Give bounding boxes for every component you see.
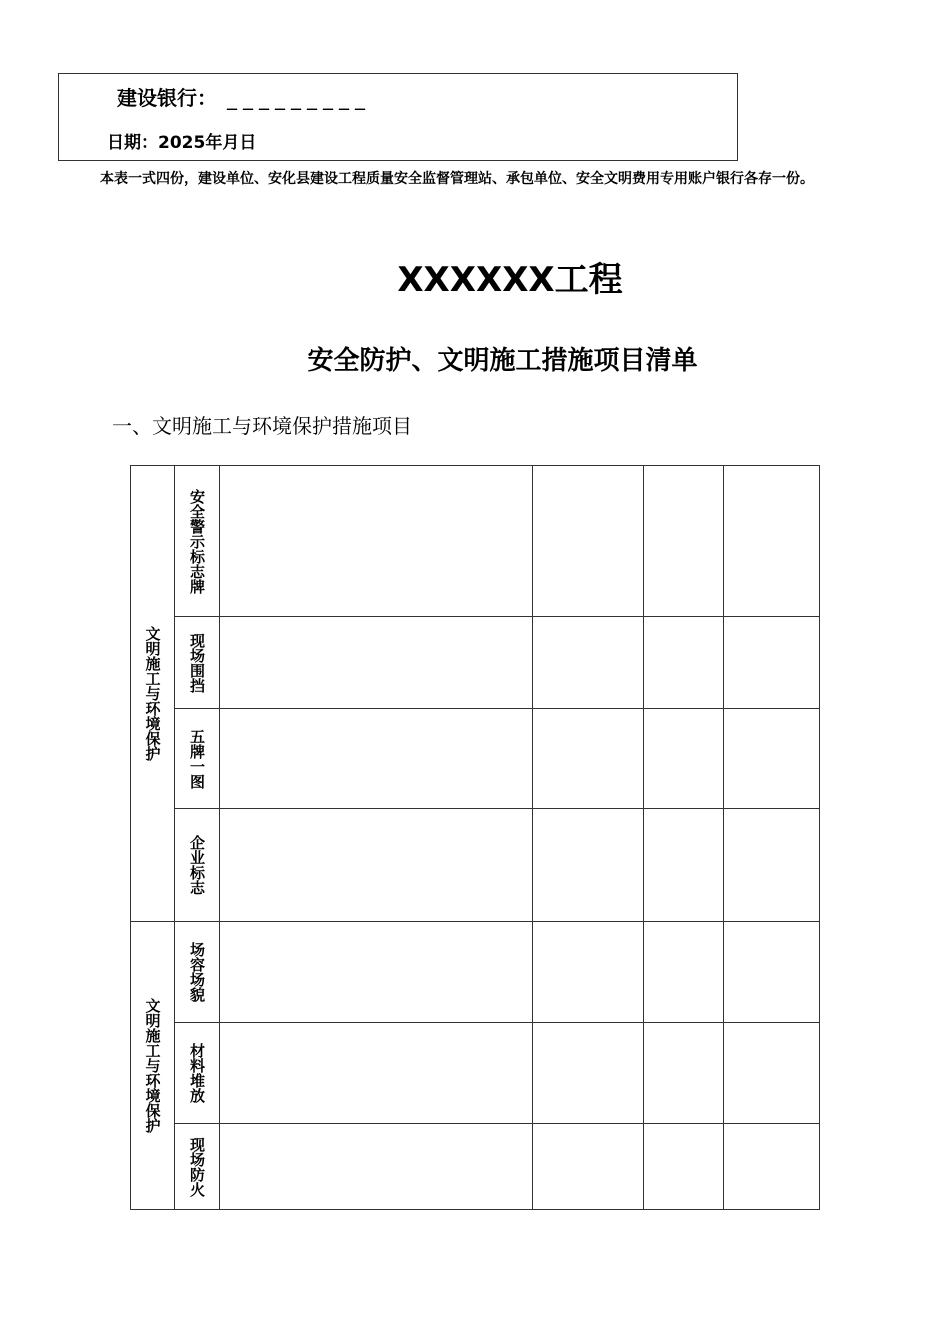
group-cell — [131, 466, 175, 922]
value-cell — [533, 922, 644, 1023]
item-label: 安全警示标志牌 — [188, 488, 206, 594]
value-cell — [724, 466, 820, 617]
table-row — [131, 617, 820, 709]
value-cell — [533, 809, 644, 922]
bank-info-box — [58, 73, 738, 161]
value-cell — [644, 922, 724, 1023]
item-cell — [175, 466, 220, 617]
distribution-note: 本表一式四份，建设单位、安化县建设工程质量安全监督管理站、承包单位、安全文明费用专用账户银行各存一份。 — [100, 171, 814, 187]
item-cell — [175, 922, 220, 1023]
value-cell — [724, 617, 820, 709]
value-cell — [533, 709, 644, 809]
value-cell — [533, 1023, 644, 1124]
value-cell — [644, 709, 724, 809]
bank-blank: _________ — [227, 86, 371, 110]
table-row — [131, 809, 820, 922]
group-label: 文明施工与环境保护 — [143, 626, 162, 761]
table-row — [131, 922, 820, 1023]
item-cell — [175, 809, 220, 922]
item-label: 材料堆放 — [188, 1043, 206, 1103]
value-cell — [533, 617, 644, 709]
content-cell — [220, 922, 533, 1023]
item-label: 现场防火 — [188, 1136, 206, 1197]
value-cell — [533, 466, 644, 617]
item-cell — [175, 709, 220, 809]
item-cell — [175, 1023, 220, 1124]
item-label: 场容场貌 — [188, 942, 206, 1002]
value-cell — [724, 1023, 820, 1124]
value-cell — [644, 1023, 724, 1124]
group-label: 文明施工与环境保护 — [143, 998, 162, 1133]
content-cell — [220, 617, 533, 709]
content-cell — [220, 809, 533, 922]
table-row — [131, 1023, 820, 1124]
section-heading: 一、文明施工与环境保护措施项目 — [112, 414, 412, 438]
value-cell — [724, 809, 820, 922]
value-cell — [644, 466, 724, 617]
document-title: 安全防护、文明施工措施项目清单 — [307, 346, 698, 376]
item-cell — [175, 1124, 220, 1210]
content-cell — [220, 1023, 533, 1124]
value-cell — [644, 809, 724, 922]
content-cell — [220, 709, 533, 809]
value-cell — [724, 1124, 820, 1210]
item-label: 现场围挡 — [188, 632, 206, 693]
table-row — [131, 466, 820, 617]
date-label: 日期：2025年月日 — [107, 133, 257, 153]
value-cell — [724, 709, 820, 809]
item-label: 企业标志 — [188, 835, 206, 895]
item-label: 五牌一图 — [188, 728, 206, 789]
value-cell — [644, 1124, 724, 1210]
value-cell — [724, 922, 820, 1023]
value-cell — [644, 617, 724, 709]
project-title: XXXXXX工程 — [397, 260, 623, 300]
measures-table — [130, 465, 820, 1210]
content-cell — [220, 466, 533, 617]
group-cell — [131, 922, 175, 1210]
content-cell — [220, 1124, 533, 1210]
value-cell — [533, 1124, 644, 1210]
item-cell — [175, 617, 220, 709]
bank-label: 建设银行： — [117, 86, 217, 110]
bank-line — [117, 82, 371, 111]
table-row — [131, 1124, 820, 1210]
table-row — [131, 709, 820, 809]
